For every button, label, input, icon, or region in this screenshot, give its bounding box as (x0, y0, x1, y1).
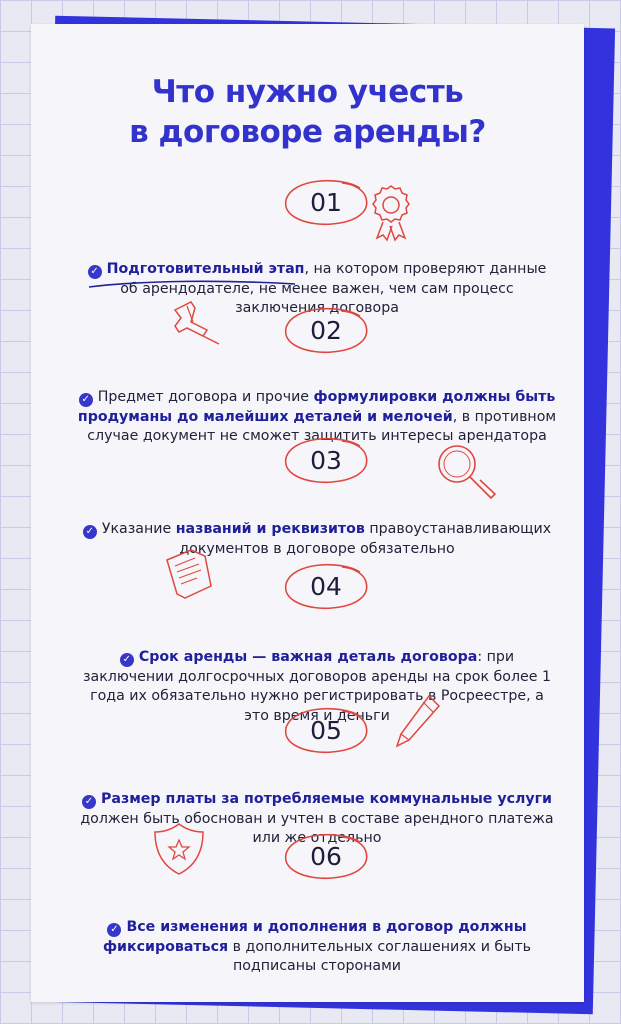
step-number-badge (280, 562, 372, 612)
step-number: 06 (310, 842, 342, 871)
step-body-text: в дополнительных соглашениях и быть подписаны сторонами (228, 938, 532, 974)
infographic-card (31, 24, 584, 1002)
page-title (31, 72, 584, 152)
push-pin-icon (165, 296, 225, 346)
step-text (77, 520, 557, 559)
check-icon: ✓ (82, 795, 96, 809)
title-line-2: в договоре аренды? (129, 114, 486, 150)
step-number: 04 (310, 572, 342, 601)
step-number-badge (280, 306, 372, 356)
pencil-icon (393, 692, 443, 750)
step-number-badge (280, 178, 372, 228)
shield-star-icon (151, 820, 207, 878)
step-number-badge (280, 832, 372, 882)
underline-swoosh-icon (87, 278, 297, 290)
step-number: 03 (310, 446, 342, 475)
magnifier-icon (431, 440, 501, 504)
step-bold-text: Срок аренды — важная деталь договора (138, 649, 478, 665)
step-number: 01 (310, 188, 342, 217)
step-number: 05 (310, 716, 342, 745)
step-body-text: Указание (101, 521, 176, 537)
step-bold-text: формулировки должны быть продуманы до малейших деталей и мелочей (77, 389, 556, 425)
step-bold-text: названий и реквизитов (175, 521, 365, 537)
step-body-text-2: , в противном случае документ не сможет защитить интересы арендатора (87, 408, 557, 444)
check-icon: ✓ (88, 265, 102, 279)
title-line-1: Что нужно учесть (151, 74, 464, 110)
step-bold-text: Подготовительный этап (106, 261, 305, 277)
step-text (77, 918, 557, 977)
step-body-text: должен быть обоснован и учтен в составе арендного платежа или же отдельно (80, 810, 554, 846)
step-body-text-2: правоустанавливающих документов в договоре обязательно (179, 521, 552, 557)
step-number-badge (280, 706, 372, 756)
check-icon: ✓ (83, 525, 97, 539)
check-icon: ✓ (107, 923, 121, 937)
step-body-text: , на котором проверяют данные об арендодателе, не менее важен, чем сам процесс заключения договора (120, 261, 547, 316)
step-number: 02 (310, 316, 342, 345)
step-number-badge (280, 436, 372, 486)
step-body-text: : при заключении долгосрочных договоров аренды на срок более 1 года их обязательно нужно регистрировать в Росреестре, а это время и деньги (82, 649, 552, 724)
check-icon: ✓ (79, 393, 93, 407)
document-icon (161, 546, 217, 602)
check-icon: ✓ (120, 653, 134, 667)
step-bold-text: Размер платы за потребляемые коммунальные услуги (100, 791, 552, 807)
step-bold-text: Все изменения и дополнения в договор должны фиксироваться (102, 919, 527, 955)
step-body-text: Предмет договора и прочие (97, 389, 314, 405)
award-ribbon-icon (367, 182, 415, 244)
